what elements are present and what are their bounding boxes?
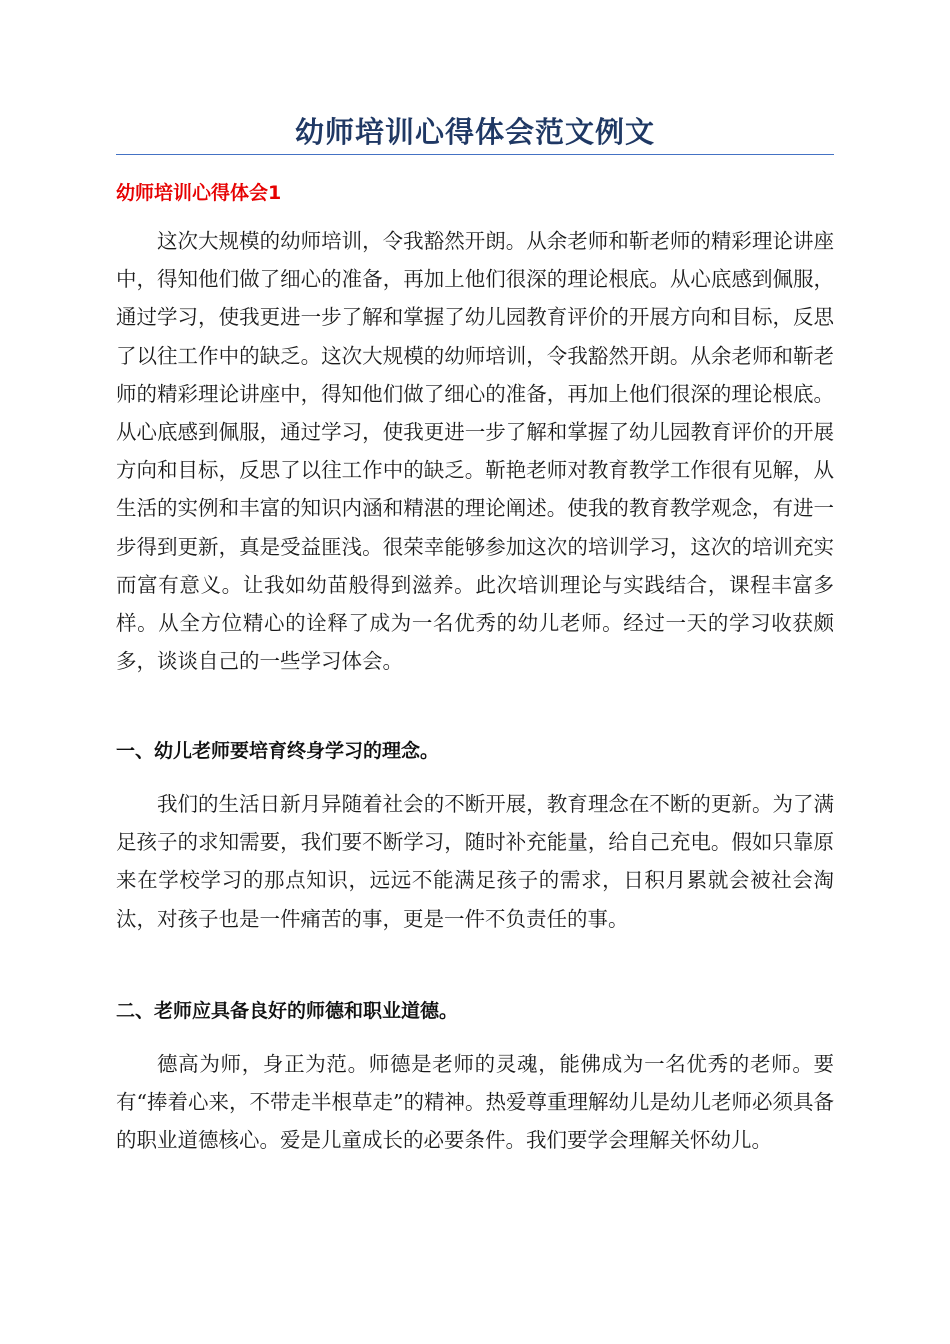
section-paragraph: 这次大规模的幼师培训，令我豁然开朗。从余老师和靳老师的精彩理论讲座中，得知他们做了细心的准备，再加上他们很深的理论根底。从心底感到佩服，通过学习，使我更进一步了解和掌握了幼儿园教育评价的开展方向和目标，反思了以往工作中的缺乏。这次大规模的幼师培训，令我豁然开朗。从余老师和靳老师的精彩理论讲座中，得知他们做了细心的准备，再加上他们很深的理论根底。从心底感到佩服，通过学习，使我更进一步了解和掌握了幼儿园教育评价的开展方向和目标，反思了以往工作中的缺乏。靳艳老师对教育教学工作很有见解，从生活的实例和丰富的知识内涵和精湛的理论阐述。使我的教育教学观念，有进一步得到更新，真是受益匪浅。很荣幸能够参加这次的培训学习，这次的培训充实而富有意义。让我如幼苗般得到滋养。此次培训理论与实践结合，课程丰富多样。从全方位精心的诠释了成为一名优秀的幼儿老师。经过一天的学习收获颇多，谈谈自己的一些学习体会。 — [116, 229, 834, 674]
document-title: 幼师培训心得体会范文例文 — [294, 115, 655, 149]
point-one-paragraph: 我们的生活日新月异随着社会的不断开展，教育理念在不断的更新。为了满足孩子的求知需要，我们要不断学习，随时补充能量，给自己充电。假如只靠原来在学校学习的那点知识，远远不能满足孩子的需求，日积月累就会被社会淘汰，对孩子也是一件痛苦的事，更是一件不负责任的事。 — [116, 792, 834, 931]
title-underline — [116, 154, 834, 155]
point-one-heading: 一、幼儿老师要培育终身学习的理念。 — [116, 740, 440, 762]
section-heading: 幼师培训心得体会1 — [116, 182, 282, 204]
point-two-heading: 二、老师应具备良好的师德和职业道德。 — [116, 1000, 459, 1022]
point-two-paragraph: 德高为师，身正为范。师德是老师的灵魂，能佛成为一名优秀的老师。要有“捧着心来，不带走半根草走”的精神。热爱尊重理解幼儿是幼儿老师必须具备的职业道德核心。爱是儿童成长的必要条件。我们要学会理解关怀幼儿。 — [116, 1052, 834, 1153]
